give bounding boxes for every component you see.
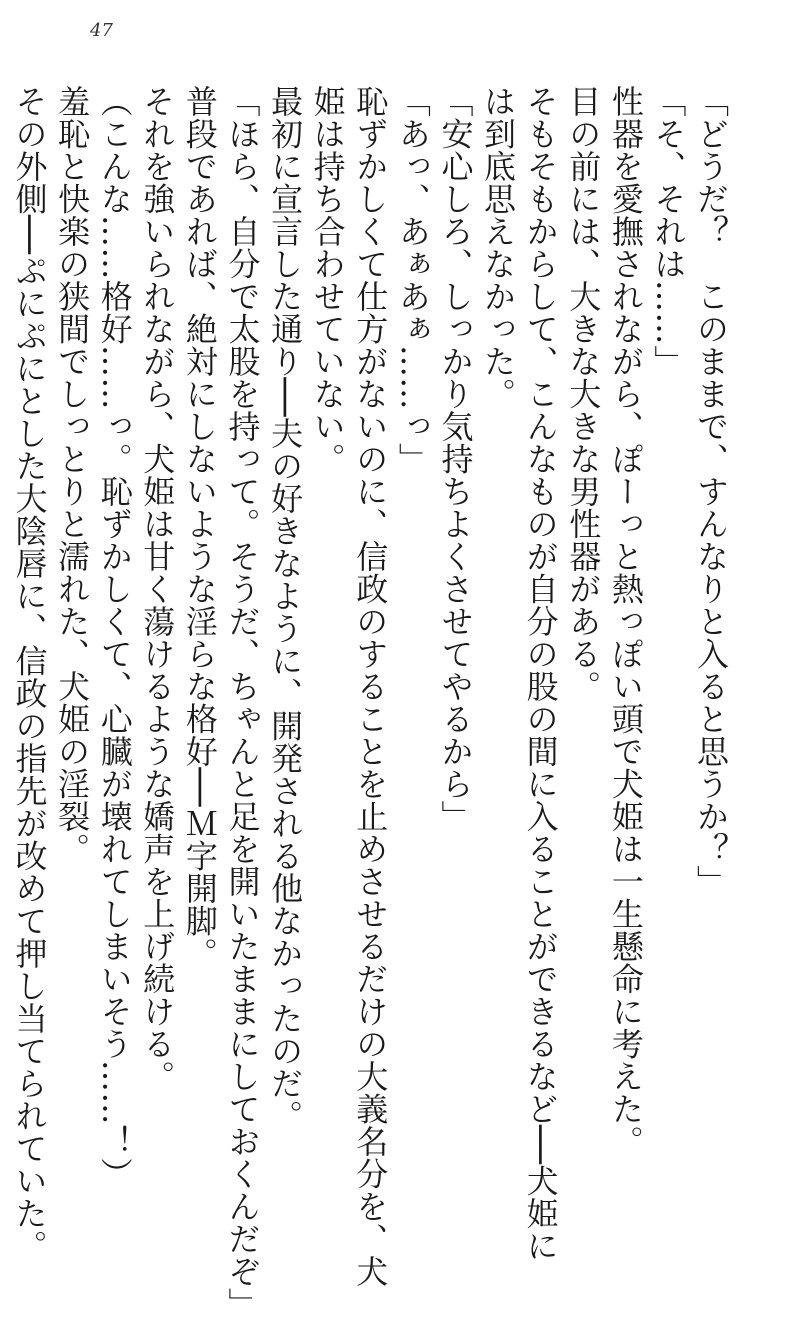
text-line: 羞恥と快楽の狭間でしっとりと濡れた、犬姫の淫裂。	[53, 85, 92, 865]
vertical-text-body	[10, 85, 732, 1320]
text-line: （こんな……格好……っ。恥ずかしくて、心臓が壊れてしまいそう……！）	[95, 85, 134, 1190]
text-line: は到底思えなかった。	[479, 85, 518, 410]
text-line: そもそもからして、こんなものが自分の股の間に入ることができるなど──犬姫に	[521, 85, 560, 1263]
text-line: 普段であれば、絶対にしないような淫らな格好──Ｍ字開脚。	[180, 85, 219, 970]
text-line: 「あっ、あぁあぁ……っ」	[393, 85, 432, 475]
text-line: 姫は持ち合わせていない。	[308, 85, 347, 475]
text-line: 「そ、それは……」	[649, 85, 688, 378]
text-line: 目の前には、大きな大きな男性器がある。	[564, 85, 603, 703]
text-line: 「安心しろ、しっかり気持ちよくさせてやるから」	[436, 85, 475, 833]
text-line: 「どうだ？ このままで、すんなりと入ると思うか？」	[692, 85, 730, 898]
text-line: 「ほら、自分で太股を持って。そうだ、ちゃんと足を開いたままにしておくんだぞ」	[223, 85, 262, 1320]
text-line: 恥ずかしくて仕方がないのに、信政のすることを止めさせるだけの大義名分を、犬	[351, 85, 390, 1288]
text-line: 最初に宣言した通り──夫の好きなように、開発される他なかったのだ。	[266, 85, 305, 1133]
text-line: 性器を愛撫されながら、ぽーっと熱っぽい頭で犬姫は一生懸命に考えた。	[606, 85, 645, 1158]
page-number: 47	[90, 20, 113, 41]
text-line: それを強いられながら、犬姫は甘く蕩けるような嬌声を上げ続ける。	[138, 85, 177, 1093]
text-line: その外側──ぷにぷにとした大陰唇に、信政の指先が改めて押し当てられていた。	[10, 85, 49, 1263]
